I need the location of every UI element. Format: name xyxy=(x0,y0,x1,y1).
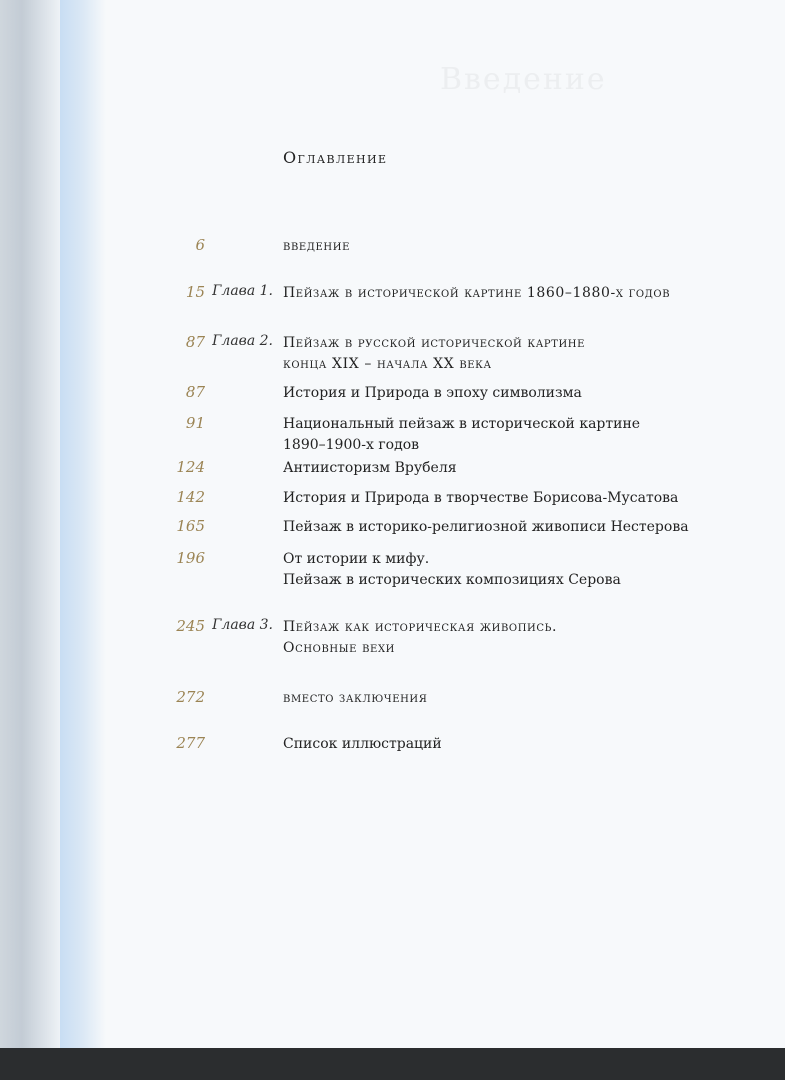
entry-line: вместо заключения xyxy=(283,690,428,706)
entry-line: Список иллюстраций xyxy=(283,736,442,752)
entry-page-number: 87 xyxy=(185,383,205,401)
entry-chapter-label: Глава 1. xyxy=(212,283,273,299)
entry-page-number: 165 xyxy=(176,517,205,535)
bleed-through-title: Введение xyxy=(440,62,607,97)
entry-title xyxy=(283,383,753,404)
entry-line: введение xyxy=(283,238,350,254)
scan-background xyxy=(0,1048,785,1080)
entry-line: Основные вехи xyxy=(283,640,395,656)
entry-title xyxy=(283,688,753,709)
entry-chapter-label: Глава 3. xyxy=(212,617,273,633)
entry-title xyxy=(283,283,753,304)
entry-page-number: 15 xyxy=(185,283,205,301)
entry-line: 1890–1900-х годов xyxy=(283,437,420,453)
entry-line: Пейзаж как историческая живопись. xyxy=(283,619,558,635)
entry-title xyxy=(283,236,753,257)
entry-page-number: 142 xyxy=(176,488,205,506)
entry-title xyxy=(283,414,753,456)
entry-page-number: 277 xyxy=(176,734,205,752)
entry-page-number: 272 xyxy=(176,688,205,706)
entry-line: Пейзаж в русской исторической картине xyxy=(283,335,586,351)
entry-line: конца XIX – начала XX века xyxy=(283,356,492,372)
entry-page-number: 245 xyxy=(176,617,205,635)
page-edge-tint xyxy=(60,0,106,1048)
entry-line: История и Природа в творчестве Борисова-Мусатова xyxy=(283,490,679,506)
book-spine-shadow xyxy=(0,0,60,1048)
entry-line: Пейзаж в исторических композициях Серова xyxy=(283,572,621,588)
entry-chapter-label: Глава 2. xyxy=(212,333,273,349)
entry-line: Антиисторизм Врубеля xyxy=(283,460,457,476)
entry-title xyxy=(283,549,753,591)
entry-page-number: 124 xyxy=(176,458,205,476)
entry-line: Пейзаж в историко-религиозной живописи Нестерова xyxy=(283,519,689,535)
entry-title xyxy=(283,488,753,509)
entry-page-number: 196 xyxy=(176,549,205,567)
entry-title xyxy=(283,333,753,375)
entry-line: Пейзаж в исторической картине 1860–1880-х годов xyxy=(283,285,671,301)
entry-title xyxy=(283,517,753,538)
entry-line: Национальный пейзаж в исторической картине xyxy=(283,416,641,432)
entry-line: От истории к мифу. xyxy=(283,551,430,567)
entry-page-number: 91 xyxy=(185,414,205,432)
toc-title: Оглавление xyxy=(283,148,388,167)
entry-title xyxy=(283,458,753,479)
entry-title xyxy=(283,734,753,755)
entry-page-number: 87 xyxy=(185,333,205,351)
entry-line: История и Природа в эпоху символизма xyxy=(283,385,582,401)
entry-title xyxy=(283,617,753,659)
entry-page-number: 6 xyxy=(195,236,205,254)
